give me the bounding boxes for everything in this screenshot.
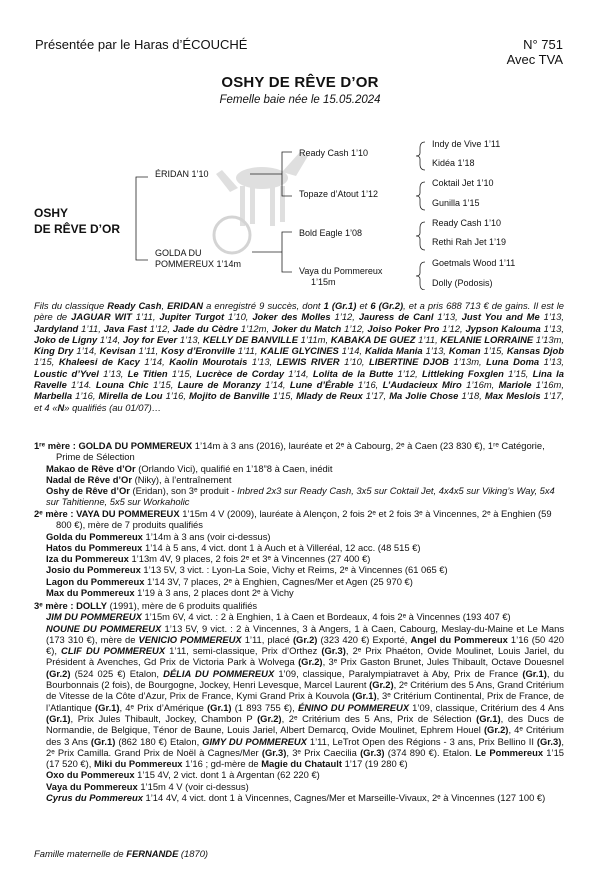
produce-item: JIM DU POMMEREUX 1’15m 6V, 4 vict. : 2 à Enghien, 1 à Caen et Bordeaux, 4 fois 2ᵉ à Vincennes (193 407 €) [46, 611, 511, 623]
dam-line-2: POMMEREUX 1’14m [155, 259, 242, 269]
produce-item: Golda du Pommereux 1’14m à 3 ans (voir ci-dessus) [46, 530, 271, 542]
produce-item: Makao de Rêve d’Or (Orlando Vici), qualifié en 1’18”8 à Caen, inédit [46, 462, 333, 474]
second-dam-section: 2ᵉ mère : VAYA DU POMMEREUX 1’15m 4 V (2009), lauréate à Alençon, 2 fois 2ᵉ et 2 fois 3ᵉ à Vincennes, 2ᵉ à Enghien (59 800 €), mère de 7 produits qualifiés Golda du Pommereux 1’14m à 3 ans (voir ci-dessus) Hatos du Pommereux 1’14 à 5 ans, 4 vict. dont 1 à Auch et à Villeréal, 12 acc. (48 515 €) Iza du Pommereux 1’13m 4V, 9 places, 2 fois 2ᵉ et 3ᵉ à Vincennes (27 400 €) Josio du Pommereux 1’13 5V, 3 vict. : Lyon-La Soie, Vichy et Reims, 2ᵉ à Vincennes (61 065 €) Lagon du Pommereux 1’14 3V, 7 places, 2ᵉ à Enghien, Cagnes/Mer et Agen (25 970 €) Max du Pommereux 1’19 à 3 ans, 2 places dont 2ᵉ à Vichy [34, 508, 564, 598]
third-dam-section: 3ᵉ mère : DOLLY (1991), mère de 6 produits qualifiés JIM DU POMMEREUX 1’15m 6V, 4 vict. : 2 à Enghien, 1 à Caen et Bordeaux, 4 fois 2ᵉ à Vincennes (193 407 €) NOUNE DU POMMEREUX 1’13 5V, 9 vict. : 2 à Vincennes, 3 à Angers, 1 à Caen, Cabourg, Meslay-du-Maine et Le Mans (173 310 €), mère de VENICIO POMMEREUX 1’11, placé (Gr.2) (323 420 €) Exporté, Angel du Pommereux 1’16 (50 420 €), CLIF DU POMMEREUX 1’11, semi-classique, Prix d’Orthez (Gr.3), 2ᵉ Prix Phaéton, Ovide Moulinet, Louis Jariel, du Président à Avenches, Gd Prix de Victoria Park à Wolvega (Gr.2), 3ᵉ Prix Gaston Brunet, Jules Thibault, Octave Douesnel (Gr.2) (524 025 €) Etalon, DÉLIA DU POMMEREUX 1’09, classique, Paralympiatravet à Aby, Prix de France (Gr.1), du Bourbonnais (2 fois), de Bourgogne, Jockey, Henri Levesque, Marcel Laurent (Gr.2), 2ᵉ Critérium des 5 Ans, Grand Critérium de Vitesse de la Côte d’Azur, Prix de France, Kymi Grand Prix à Kouvola (Gr.1), 3ᵉ Critérium Continental, Prix de France, de l’Atlantique (Gr.1), 4ᵉ Prix d’Amérique (Gr.1) (1 893 755 €), ÉNINO DU POMMEREUX 1’09, classique, Critérium des 4 Ans (Gr.1), Prix Jules Thibault, Jockey, Chambon P (Gr.2), 2ᵉ Critérium des 5 Ans, Prix de Sélection (Gr.1), des Ducs de Normandie, de Belgique, Ténor de Baune, Louis Jariel, Albert Demarcq, Ovide Moulinet, Ephrem Houel (Gr.2), 4ᵉ Critérium des 3 Ans (Gr.1) (862 180 €) Etalon, GIMY DU POMMEREUX 1’11, LeTrot Open des Régions - 3 ans, Prix Bellino II (Gr.3), 2ᵉ Prix Camilla. Grand Prix de Noël à Cagnes/Mer (Gr.3), 3ᵉ Prix Caecilia (Gr.3) (374 890 €). Etalon. Le Pommereux 1’15 (17 520 €), Miki du Pommereux 1’16 ; gd-mère de Magie du Chatault 1’17 (19 280 €) Oxo du Pommereux 1’15 4V, 2 vict. dont 1 à Argentan (62 220 €) Vaya du Pommereux 1’15m 4 V (voir ci-dessus) Cyrus du Pommereux 1’14 4V, 4 vict. dont 1 à Vincennes, Cagnes/Mer et Marseille-Vivaux, 2ᵉ à Vincennes (127 100 €) [34, 600, 565, 804]
g3-4: Gunilla 1’15 [432, 198, 480, 208]
produce-item: Josio du Pommereux 1’13 5V, 3 vict. : Lyon-La Soie, Vichy et Reims, 2ᵉ à Vincennes (61 065 €) [46, 564, 448, 576]
horse-description: Femelle baie née le 15.05.2024 [219, 94, 381, 106]
g3-2: Kidéa 1’18 [432, 158, 475, 168]
g3-7: Goetmals Wood 1’11 [432, 258, 516, 268]
produce-item: Oshy de Rêve d’Or (Eridan), son 3ᵉ produit - Inbred 2x3 sur Ready Cash, 3x5 sur Coktail Jet, 4x4x5 sur Viking’s Way, 5x4 sur Tahitienne, 5x5 sur Workaholic [46, 485, 555, 508]
produce-item: Lagon du Pommereux 1’14 3V, 7 places, 2ᵉ à Enghien, Cagnes/Mer et Agen (25 970 €) [46, 575, 413, 587]
g3-1: Indy de Vive 1’11 [432, 139, 501, 149]
g3-3: Coktail Jet 1’10 [432, 178, 494, 188]
first-dam-section: 1ʳᵉ mère : GOLDA DU POMMEREUX 1’14m à 3 ans (2016), lauréate et 2ᵉ à Cabourg, 2ᵉ à Caen (23 830 €), 1ʳᵉ Catégorie, Prime de Sélection Makao de Rêve d’Or (Orlando Vici), qualifié en 1’18”8 à Caen, inédit Nadal de Rêve d’Or (Niky), à l’entraînement Oshy de Rêve d’Or (Eridan), son 3ᵉ produit - Inbred 2x3 sur Ready Cash, 3x5 sur Coktail Jet, 4x4x5 sur Viking’s Way, 5x4 sur Tahitienne, 5x5 sur Workaholic [34, 440, 564, 508]
presenter-text: Présentée par le Haras d’ÉCOUCHÉ [35, 37, 248, 52]
sire-name: ÉRIDAN 1’10 [155, 169, 209, 179]
subject-line-1: OSHY [34, 206, 69, 220]
dam-dam-line-1: Vaya du Pommereux [299, 266, 383, 276]
g3-8: Dolly (Podosis) [432, 278, 493, 288]
produce-item: Iza du Pommereux 1’13m 4V, 9 places, 2 fois 2ᵉ et 3ᵉ à Vincennes (27 400 €) [46, 553, 371, 565]
produce-item: Max du Pommereux 1’19 à 3 ans, 2 places dont 2ᵉ à Vichy [46, 587, 294, 599]
produce-item: Cyrus du Pommereux 1’14 4V, 4 vict. dont 1 à Vincennes, Cagnes/Mer et Marseille-Vivaux, 2ᵉ à Vincennes (127 100 €) [46, 792, 546, 804]
produce-item: Vaya du Pommereux 1’15m 4 V (voir ci-dessus) [46, 780, 249, 792]
subject-line-2: DE RÊVE D’OR [34, 222, 121, 236]
produce-item: Oxo du Pommereux 1’15 4V, 2 vict. dont 1 à Argentan (62 220 €) [46, 769, 320, 781]
produce-item: Hatos du Pommereux 1’14 à 5 ans, 4 vict. dont 1 à Auch et à Villeréal, 12 acc. (48 515 €) [46, 541, 421, 553]
sulky-horse-watermark [214, 152, 308, 253]
dam-dam-line-2: 1’15m [311, 277, 336, 287]
tax-label: Avec TVA [506, 52, 563, 67]
dam-name [155, 248, 241, 270]
g3-5: Ready Cash 1’10 [432, 218, 502, 228]
maternal-family-note: Famille maternelle de FERNANDE (1870) [34, 848, 209, 859]
dam-line-1: GOLDA DU [155, 248, 202, 258]
sire-paragraph: Fils du classique Ready Cash, ERIDAN a enregistré 9 succès, dont 1 (Gr.1) et 6 (Gr.2), et a pris 688 713 € de gains. Il est le père de JAGUAR WIT 1’11, Jupiter Turgot 1’10, Joker des Molles 1’12, Jauress de Canl 1’13, Just You and Me 1’13, Jardyland 1’11, Java Fast 1’12, Jade du Cèdre 1’12m, Joker du Match 1’12, Joiso Poker Pro 1’12, Jypson Kalouma 1’13, Joko de Ligny 1’14, Joy for Ever 1’13, KELLY DE BANVILLE 1’11m, KABAKA DE GUEZ 1’11, KELANIE LORRAINE 1’13m, King Dry 1’14, Kevisan 1’11, Kosy d’Eronville 1’11, KALIE GLYCINES 1’14, Kalida Mania 1’13, Koman 1’15, Kansas Djob 1’15, Khaleesi de Kacy 1’14, Kaolin Mourotais 1’13, LEWIS RIVER 1’10, LIBERTINE DJOB 1’13m, Luna Doma 1’13, Loustic d’Yvel 1’13, Le Titien 1’15, Lucrèce de Corday 1’14, Lolita de la Butte 1’12, Littleking Foxglen 1’15, Lina la Ravelle 1’14. Louna Chic 1’15, Laure de Moranzy 1’14, Lune d’Érable 1’16, L’Audacieux Miro 1’16m, Mariole 1’16m, Marbella 1’16, Mirella de Lou 1’16, Mojito de Banville 1’15, Mlady de Reux 1’17, Ma Jolie Chose 1’18, Max Meslois 1’17, et 4 «N» qualifiés (au 01/07)… [34, 300, 565, 413]
g3-6: Rethi Rah Jet 1’19 [432, 237, 507, 247]
pedigree-subject [34, 205, 120, 237]
dam-dam [299, 266, 382, 288]
horse-title: OSHY DE RÊVE D’OR [221, 74, 379, 91]
sire-sire: Ready Cash 1’10 [299, 148, 369, 158]
produce-item: NOUNE DU POMMEREUX 1’13 5V, 9 vict. : 2 à Vincennes, 3 à Angers, 1 à Caen, Cabourg, Meslay-du-Maine et Le Mans (173 310 €), mère de VENICIO POMMEREUX 1’11, placé (Gr.2) (323 420 €) Exporté, Angel du Pommereux 1’16 (50 420 €), CLIF DU POMMEREUX 1’11, semi-classique, Prix d’Orthez (Gr.3), 2ᵉ Prix Phaéton, Ovide Moulinet, Louis Jariel, du Président à Avenches, Gd Prix de Victoria Park à Wolvega (Gr.2), 3ᵉ Prix Gaston Brunet, Jules Thibault, Octave Douesnel (Gr.2) (524 025 €) Etalon, DÉLIA DU POMMEREUX 1’09, classique, Paralympiatravet à Aby, Prix de France (Gr.1), du Bourbonnais (2 fois), de Bourgogne, Jockey, Henri Levesque, Marcel Laurent (Gr.2), 2ᵉ Critérium des 5 Ans, Grand Critérium de Vitesse de la Côte d’Azur, Prix de France, Kymi Grand Prix à Kouvola (Gr.1), 3ᵉ Critérium Continental, Prix de France, de l’Atlantique (Gr.1), 4ᵉ Prix d’Amérique (Gr.1) (1 893 755 €), ÉNINO DU POMMEREUX 1’09, classique, Critérium des 4 Ans (Gr.1), Prix Jules Thibault, Jockey, Chambon P (Gr.2), 2ᵉ Critérium des 5 Ans, Prix de Sélection (Gr.1), des Ducs de Normandie, de Belgique, Ténor de Baune, Louis Jariel, Albert Demarcq, Ovide Moulinet, Ephrem Houel (Gr.2), 4ᵉ Critérium des 3 Ans (Gr.1) (862 180 €) Etalon, GIMY DU POMMEREUX 1’11, LeTrot Open des Régions - 3 ans, Prix Bellino II (Gr.3), 2ᵉ Prix Camilla. Grand Prix de Noël à Cagnes/Mer (Gr.3), 3ᵉ Prix Caecilia (Gr.3) (374 890 €). Etalon. Le Pommereux 1’15 (17 520 €), Miki du Pommereux 1’16 ; gd-mère de Magie du Chatault 1’17 (19 280 €) [46, 622, 565, 770]
produce-item: Nadal de Rêve d’Or (Niky), à l’entraînement [46, 473, 232, 485]
lot-number: N° 751 [523, 37, 563, 52]
dam-sire: Bold Eagle 1’08 [299, 228, 363, 238]
sire-dam: Topaze d’Atout 1’12 [299, 189, 379, 199]
